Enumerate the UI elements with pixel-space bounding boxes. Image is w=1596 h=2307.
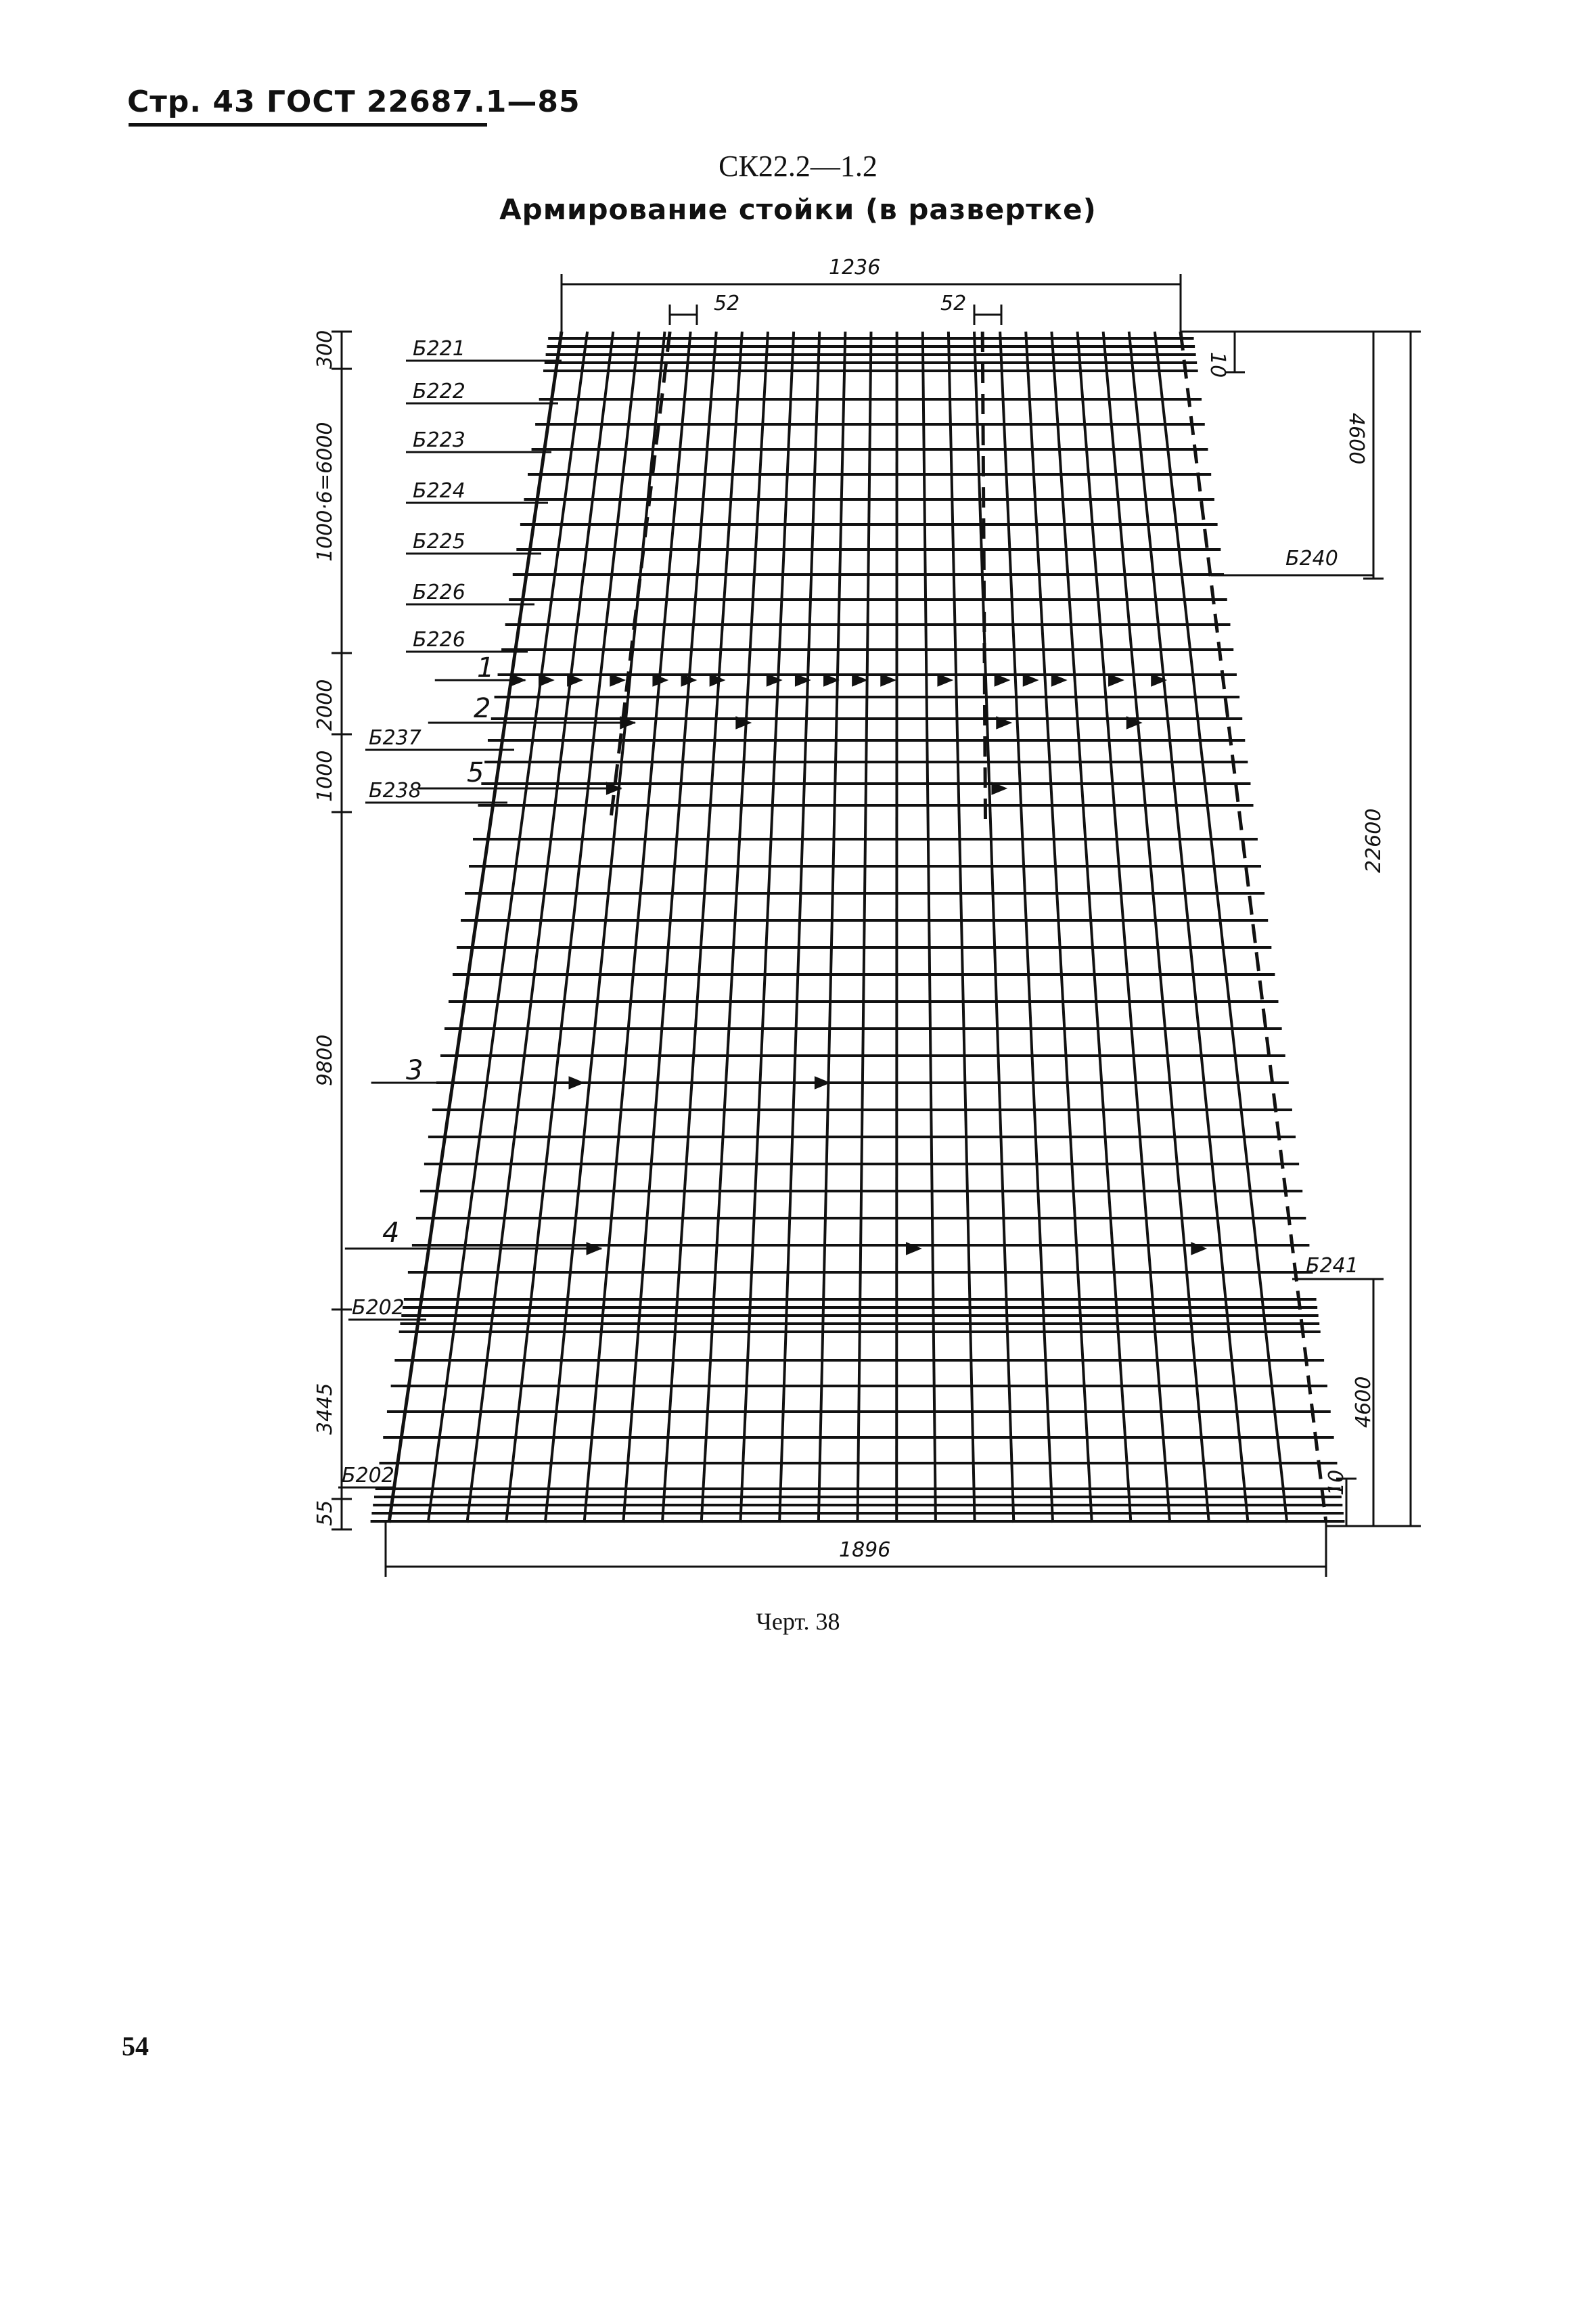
dim-left-6000: 1000·6=6000 (313, 422, 337, 562)
dim-right-4600-top: 4600 (1344, 413, 1368, 465)
bar-label-b237: Б237 (369, 726, 421, 750)
longitudinal-bar (467, 332, 613, 1523)
bar-label-b202-b: Б202 (342, 1464, 394, 1487)
page-number: 54 (122, 2031, 149, 2061)
bar-label-b224: Б224 (413, 479, 465, 503)
bar-label-b221: Б221 (413, 337, 465, 361)
page-header: Стр. 43 ГОСТ 22687.1—85 (127, 85, 580, 119)
bar-label-b222: Б222 (413, 380, 465, 403)
dim-left-2000: 2000 (313, 679, 337, 731)
dim-right-10-top: 10 (1206, 352, 1229, 378)
longitudinal-bar (389, 332, 562, 1523)
dim-left-9800: 9800 (313, 1034, 337, 1086)
dim-right-10-bottom: 10 (1325, 1469, 1348, 1496)
position-3: 3 (406, 1055, 424, 1086)
longitudinal-bar (819, 332, 846, 1523)
bar-label-b240: Б240 (1285, 547, 1338, 570)
position-4: 4 (382, 1217, 400, 1249)
drawing-code: СК22.2—1.2 (719, 150, 877, 183)
dim-left-55: 55 (313, 1500, 337, 1526)
bar-label-b226-a: Б226 (413, 581, 465, 604)
longitudinal-bar (1155, 332, 1287, 1523)
dim-right-4600-bottom: 4600 (1352, 1376, 1375, 1428)
figure-caption: Черт. 38 (756, 1608, 840, 1635)
dimension-lines (332, 274, 1421, 1577)
dim-left-3445: 3445 (313, 1383, 337, 1435)
dim-left-1000: 1000 (313, 750, 337, 802)
longitudinal-bar (1181, 332, 1326, 1523)
dim-bottom-width: 1896 (839, 1538, 891, 1562)
longitudinal-bar (923, 332, 936, 1523)
bar-label-b225: Б225 (413, 530, 465, 554)
longitudinal-bar (1026, 332, 1092, 1523)
dim-left-300: 300 (313, 330, 337, 369)
longitudinal-bar (949, 332, 975, 1523)
reinforcement-mesh (371, 332, 1345, 1523)
longitudinal-bar (702, 332, 768, 1523)
dim-top-width: 1236 (829, 256, 881, 279)
bar-label-b226-b: Б226 (413, 628, 465, 652)
position-2: 2 (474, 693, 491, 724)
drawing-title: Армирование стойки (в развертке) (499, 193, 1097, 226)
dim-top-small-left: 52 (714, 292, 740, 315)
bar-label-b223: Б223 (413, 428, 465, 452)
position-1: 1 (477, 652, 495, 684)
bar-label-b202-a: Б202 (352, 1296, 405, 1320)
position-5: 5 (467, 757, 484, 788)
bar-label-b238: Б238 (369, 779, 421, 803)
longitudinal-bar (506, 332, 639, 1523)
dim-right-22600: 22600 (1362, 808, 1386, 873)
longitudinal-bar (1129, 332, 1248, 1523)
bar-label-b241: Б241 (1306, 1254, 1359, 1278)
dim-top-small-right: 52 (940, 292, 967, 315)
longitudinal-bar (858, 332, 871, 1523)
